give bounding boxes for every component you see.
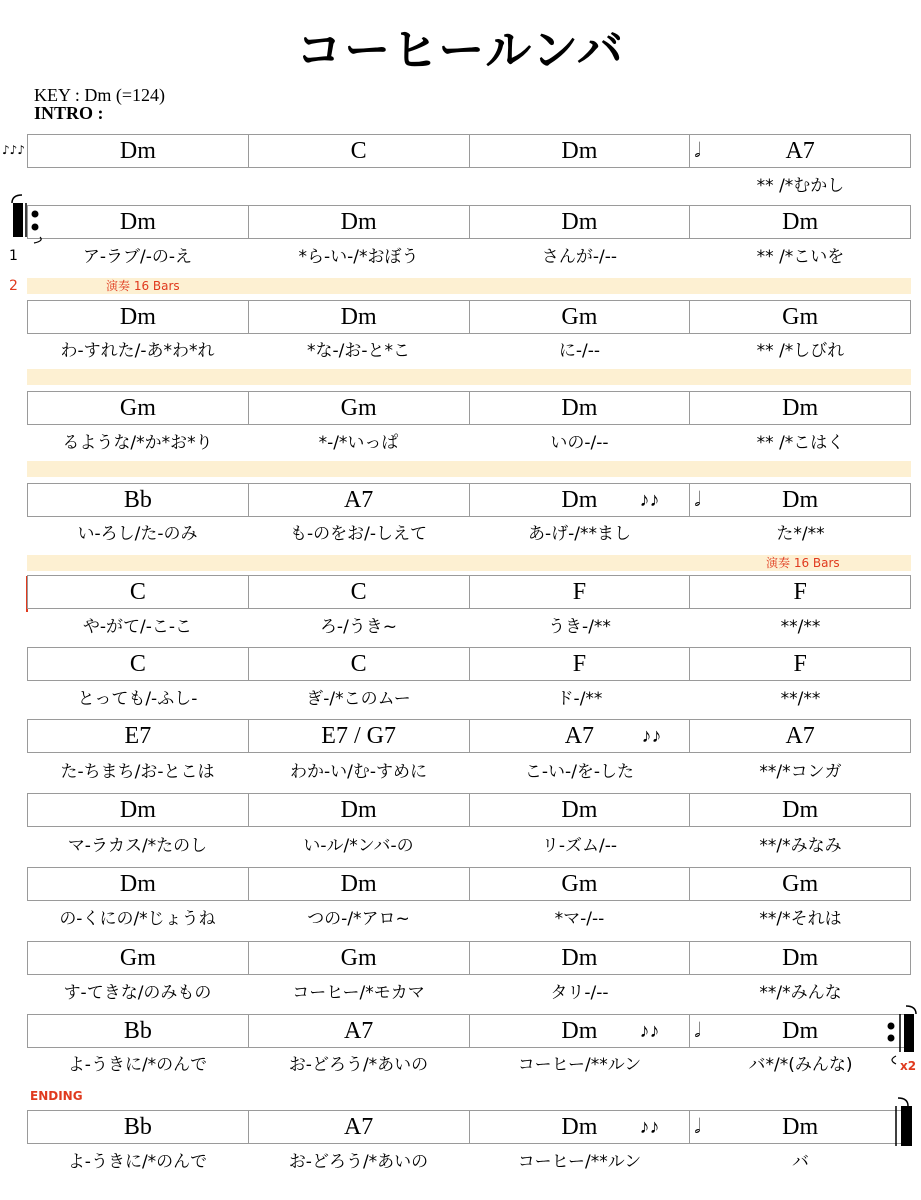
lyric-text: さんが-/-- bbox=[541, 247, 618, 267]
lyric-text: す-てきな/のみもの bbox=[63, 983, 212, 1003]
chord-row bbox=[27, 1014, 911, 1048]
lyric-text: タリ-/-- bbox=[550, 983, 609, 1003]
chord-cell: Dm bbox=[470, 942, 691, 974]
chord-row bbox=[27, 391, 911, 425]
lyric-row bbox=[27, 341, 911, 361]
lyric-text: あ-げ-/**まし bbox=[528, 524, 631, 544]
chord-cell: C bbox=[249, 135, 470, 167]
chord-cell: Dm bbox=[782, 945, 819, 971]
chord-cell: Gm bbox=[470, 301, 691, 333]
chord-row bbox=[27, 647, 911, 681]
lyric-row bbox=[27, 836, 911, 856]
chord-cell: Gm bbox=[249, 392, 470, 424]
lyric-text: マ-ラカス/*たのし bbox=[67, 836, 208, 856]
chord-cell: F bbox=[470, 648, 691, 680]
chord-cell: Dm bbox=[28, 868, 249, 900]
lyric-text: ** /*こはく bbox=[756, 433, 845, 453]
lyric-text: うき-/** bbox=[548, 617, 611, 637]
chord-cell: F bbox=[793, 579, 807, 605]
lyric-text: *-/*いっぱ bbox=[318, 433, 399, 453]
lyric-text: **/** bbox=[780, 689, 821, 709]
lyric-row bbox=[27, 176, 911, 196]
lyric-text: ** /*しびれ bbox=[756, 341, 845, 361]
chord-row bbox=[27, 300, 911, 334]
lyric-text: た*/** bbox=[776, 524, 825, 544]
note-icon: ♪♪ bbox=[639, 1020, 660, 1042]
lyric-text: お-どろう/*あいの bbox=[288, 1152, 429, 1172]
chord-cell: C bbox=[28, 576, 249, 608]
chord-cell: Dm bbox=[249, 868, 470, 900]
lyric-text: **/** bbox=[780, 617, 821, 637]
note-icon: 𝅗𝅥 bbox=[694, 140, 701, 162]
chord-row bbox=[27, 134, 911, 168]
key-line: KEY : Dm (=124) bbox=[34, 85, 165, 105]
note-icon: 𝅗𝅥 bbox=[694, 1116, 701, 1138]
chord-cell: Bb bbox=[28, 1015, 249, 1047]
chord-cell: F bbox=[470, 576, 691, 608]
lyric-text: バ bbox=[792, 1152, 809, 1172]
chord-cell: A7 bbox=[249, 1015, 470, 1047]
note-icon: ♪♪ bbox=[639, 1116, 660, 1138]
intro-label: INTRO : bbox=[34, 103, 104, 123]
chord-cell: Dm bbox=[249, 206, 470, 238]
chord-cell: Dm bbox=[470, 135, 691, 167]
note-icon: 𝅗𝅥 bbox=[694, 1020, 701, 1042]
chord-row bbox=[27, 483, 911, 517]
chord-cell: A7 bbox=[249, 1111, 470, 1143]
repeat-start-icon bbox=[10, 193, 46, 251]
lyric-text: るような/*か*お*り bbox=[62, 433, 213, 453]
chord-cell: Gm bbox=[28, 392, 249, 424]
chord-cell: F bbox=[793, 651, 807, 677]
lyric-text: コーヒー/**ルン bbox=[517, 1152, 642, 1172]
chord-cell: Dm 𝅗𝅥 bbox=[694, 1114, 819, 1140]
ending-label: ENDING bbox=[30, 1089, 83, 1103]
song-title: コーヒールンバ bbox=[296, 23, 625, 77]
chord-cell: A7 ♪♪ bbox=[470, 720, 691, 752]
chord-cell: Dm ♪♪ bbox=[470, 484, 691, 516]
lyric-text: ろ-/うき~ bbox=[319, 617, 398, 637]
chord-cell: Dm bbox=[470, 206, 691, 238]
lyric-text: ア-ラブ/-の-え bbox=[82, 247, 193, 267]
chord-cell: Dm bbox=[249, 301, 470, 333]
lyric-text: や-がて/-こ-こ bbox=[82, 617, 193, 637]
lyric-text: **/*それは bbox=[759, 909, 842, 929]
chord-cell: Dm ♪♪ bbox=[470, 1111, 691, 1143]
lyric-text: *な-/お-と*こ bbox=[307, 341, 410, 361]
chord-cell: Gm bbox=[28, 942, 249, 974]
lyric-text: い-ル/*ンバ-の bbox=[303, 836, 414, 856]
lyric-row bbox=[27, 617, 911, 637]
lyric-text: いの-/-- bbox=[550, 433, 609, 453]
key-info bbox=[34, 86, 165, 122]
lyric-text: *マ-/-- bbox=[554, 909, 605, 929]
lyric-text: た-ちまち/お-とこは bbox=[60, 762, 215, 782]
chord-cell: Dm bbox=[470, 794, 691, 826]
chord-cell: Gm bbox=[249, 942, 470, 974]
lyric-row bbox=[27, 524, 911, 544]
chord-row bbox=[27, 867, 911, 901]
chord-cell: Dm bbox=[782, 797, 819, 823]
lyric-text: よ-うきに/*のんで bbox=[67, 1152, 208, 1172]
chord-cell: Dm 𝅗𝅥 bbox=[694, 1018, 819, 1044]
lyric-text: ** /*こいを bbox=[756, 247, 845, 267]
lyric-row bbox=[27, 247, 911, 267]
chord-cell: A7 bbox=[785, 723, 815, 749]
section-band bbox=[27, 369, 911, 385]
lyric-row bbox=[27, 762, 911, 782]
lyric-text: *ら-い-/*おぼう bbox=[298, 247, 419, 267]
chord-cell: Dm bbox=[782, 209, 819, 235]
chord-cell: Dm ♪♪ bbox=[470, 1015, 691, 1047]
lyric-text bbox=[469, 176, 690, 196]
chord-cell: Dm 𝅗𝅥 bbox=[694, 487, 819, 513]
chord-cell: C bbox=[249, 648, 470, 680]
lyric-text: とっても/-ふし- bbox=[77, 689, 198, 709]
note-icon: 𝅗𝅥 bbox=[694, 489, 701, 511]
chord-row bbox=[27, 719, 911, 753]
chord-cell: Dm bbox=[28, 794, 249, 826]
lyric-text bbox=[27, 176, 248, 196]
chord-cell: Gm bbox=[470, 868, 691, 900]
chord-cell: Dm bbox=[249, 794, 470, 826]
chord-cell: Dm bbox=[28, 135, 249, 167]
lyric-text: つの-/*アロ~ bbox=[307, 909, 410, 929]
lyric-text: リ-ズム/-- bbox=[541, 836, 618, 856]
lyric-text: **/*みんな bbox=[759, 983, 842, 1003]
lyric-text: コーヒー/*モカマ bbox=[292, 983, 425, 1003]
lyric-text: ** /*むかし bbox=[756, 176, 845, 196]
chord-cell: Bb bbox=[28, 1111, 249, 1143]
lyric-row bbox=[27, 1055, 911, 1075]
lyric-text: ド-/** bbox=[556, 689, 603, 709]
ending-number-2: 2 bbox=[9, 278, 18, 294]
repeat-count: x2 bbox=[900, 1059, 917, 1073]
chord-cell: E7 bbox=[28, 720, 249, 752]
chord-cell: Bb bbox=[28, 484, 249, 516]
lyric-text: **/*みなみ bbox=[759, 836, 842, 856]
lyric-text: の-くにの/*じょうね bbox=[59, 909, 216, 929]
lyric-text: に-/-- bbox=[558, 341, 601, 361]
chord-cell: Gm bbox=[782, 871, 819, 897]
chord-cell: Dm bbox=[28, 301, 249, 333]
note-icon: ♪♪ bbox=[641, 725, 662, 747]
note-icon: ♪♪ bbox=[639, 489, 660, 511]
chord-cell: C bbox=[28, 648, 249, 680]
chord-cell: Dm bbox=[470, 392, 691, 424]
chord-cell: A7 bbox=[249, 484, 470, 516]
lyric-text: こ-い-/を-した bbox=[524, 762, 635, 782]
section-band bbox=[27, 461, 911, 477]
lyric-text: わか-い/む-すめに bbox=[290, 762, 427, 782]
lyric-row bbox=[27, 983, 911, 1003]
chord-row bbox=[27, 575, 911, 609]
lyric-text: コーヒー/**ルン bbox=[517, 1055, 642, 1075]
lyric-text: ぎ-/*このムー bbox=[306, 689, 411, 709]
chord-row bbox=[27, 205, 911, 239]
rhythm-notes-icon: ♪♪♪ bbox=[2, 143, 25, 157]
chord-cell: Gm bbox=[782, 304, 819, 330]
chord-cell: C bbox=[249, 576, 470, 608]
lyric-row bbox=[27, 909, 911, 929]
chord-cell: E7 / G7 bbox=[249, 720, 470, 752]
interlude-label: 演奏 16 Bars bbox=[106, 279, 180, 293]
chord-cell: A7 𝅗𝅥 bbox=[694, 138, 815, 164]
lyric-text: も-のをお/-しえて bbox=[290, 524, 427, 544]
lyric-text bbox=[248, 176, 469, 196]
chord-row bbox=[27, 941, 911, 975]
lyric-row bbox=[27, 689, 911, 709]
lyric-row bbox=[27, 1152, 911, 1172]
interlude-label: 演奏 16 Bars bbox=[766, 556, 840, 570]
chord-cell: Dm bbox=[28, 206, 249, 238]
lyric-text: **/*コンガ bbox=[759, 762, 842, 782]
lyric-text: い-ろし/た-のみ bbox=[77, 524, 198, 544]
chord-row bbox=[27, 1110, 911, 1144]
lyric-text: わ-すれた/-あ*わ*れ bbox=[60, 341, 215, 361]
chord-cell: Dm bbox=[782, 395, 819, 421]
final-barline-icon bbox=[892, 1096, 920, 1156]
lyric-text: バ*/*(みんな) bbox=[748, 1055, 853, 1075]
lyric-text: よ-うきに/*のんで bbox=[67, 1055, 208, 1075]
lyric-row bbox=[27, 433, 911, 453]
lyric-text: お-どろう/*あいの bbox=[288, 1055, 429, 1075]
chord-row bbox=[27, 793, 911, 827]
ending-number-1: 1 bbox=[9, 248, 18, 264]
